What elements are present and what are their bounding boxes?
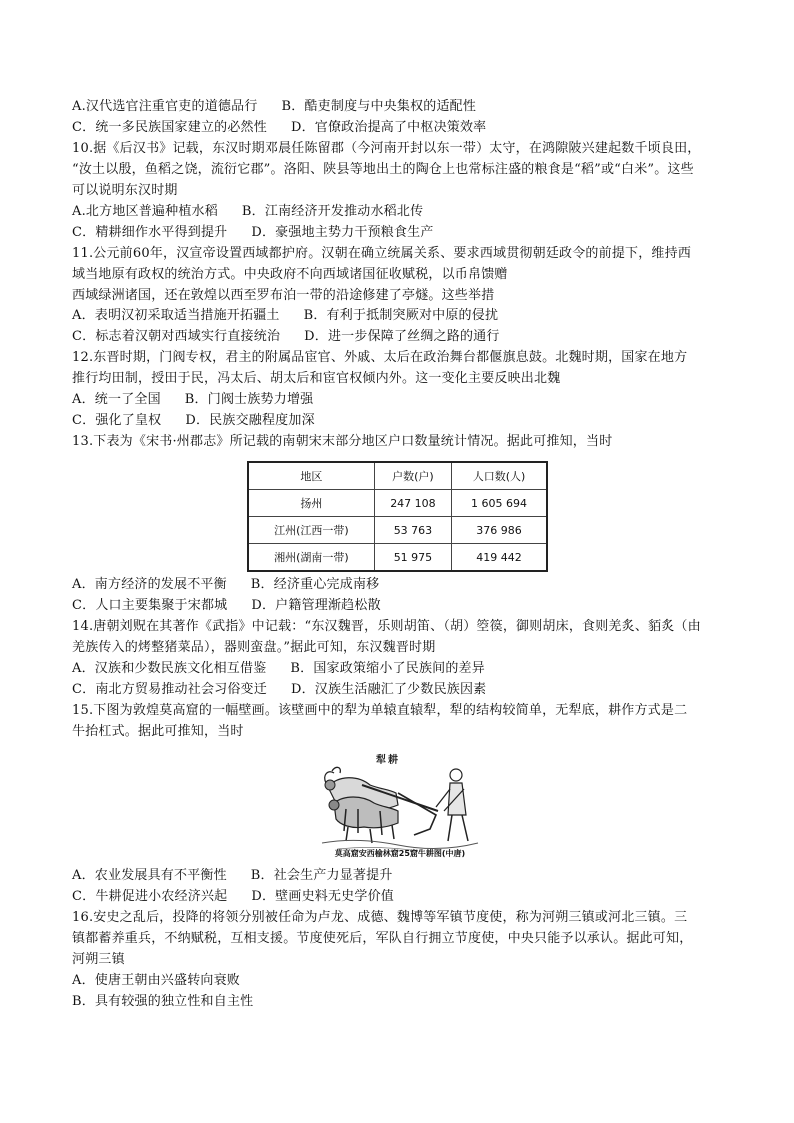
q16-stem-line3: 河朔三镇 (72, 952, 125, 967)
q13-options-row1 (72, 575, 379, 595)
figure-caption: 莫高窟安西榆林窟25窟牛耕图(中唐) (334, 849, 466, 858)
q11-stem-line3: 西域绿洲诸国，还在敦煌以西至罗布泊一带的沿途修建了亭燧。这些举措 (72, 288, 495, 303)
q14-options-row1 (72, 659, 485, 679)
q14-option-a[interactable]: A．汉族和少数民族文化相互借鉴 (72, 661, 267, 676)
table-cell: 247 108 (374, 490, 451, 517)
table-cell: 51 975 (374, 544, 451, 572)
q9-option-c[interactable]: C．统一多民族国家建立的必然性 (72, 120, 267, 135)
q16-stem-line2: 镇都蓄养重兵，不纳赋税，互相支援。节度使死后，军队自行拥立节度使，中央只能予以承认。据此可知， (72, 931, 693, 946)
q13-option-a[interactable]: A．南方经济的发展不平衡 (72, 577, 227, 592)
q16-option-b[interactable]: B．具有较强的独立性和自主性 (72, 994, 254, 1009)
svg-text:耕: 耕 (388, 755, 398, 766)
table-cell: 1 605 694 (452, 490, 547, 517)
table-row (248, 490, 547, 517)
q15-option-b[interactable]: B．社会生产力显著提升 (250, 868, 393, 883)
q11-option-a[interactable]: A．表明汉初采取适当措施开拓疆土 (72, 308, 280, 323)
q16-option-a[interactable]: A．使唐王朝由兴盛转向衰败 (72, 973, 240, 988)
table-cell: 376 986 (452, 517, 547, 544)
q10-option-c[interactable]: C．精耕细作水平得到提升 (72, 225, 228, 240)
q12-option-c[interactable]: C．强化了皇权 (72, 413, 162, 428)
q11-stem-line1: 11.公元前60年，汉宣帝设置西域都护府。汉朝在确立统属关系、要求西域贯彻朝廷政令的前提下，维持西 (72, 246, 692, 261)
q12-stem-line2: 推行均田制，授田于民，冯太后、胡太后和宦官权倾内外。这一变化主要反映出北魏 (72, 371, 561, 386)
q10-option-a[interactable]: A.北方地区普遍种植水稻 (72, 204, 218, 219)
table-cell: 江州(江西一带) (248, 517, 374, 544)
q14-option-b[interactable]: B．国家政策缩小了民族间的差异 (290, 661, 485, 676)
q15-options-row2 (72, 887, 394, 907)
q15-options-row1 (72, 866, 393, 886)
q13-option-b[interactable]: B．经济重心完成南移 (250, 577, 380, 592)
q11-option-d[interactable]: D．进一步保障了丝绸之路的通行 (304, 329, 500, 344)
q9-option-b[interactable]: B．酷吏制度与中央集权的适配性 (281, 99, 477, 114)
table-header-row (248, 462, 547, 490)
q15-stem-line2: 牛抬杠式。据此可推知，当时 (72, 724, 244, 739)
q12-options-row1 (72, 390, 313, 410)
q13-option-d[interactable]: D．户籍管理渐趋松散 (251, 598, 381, 613)
table-cell: 419 442 (452, 544, 547, 572)
q16-stem-line1: 16.安史之乱后，投降的将领分别被任命为卢龙、成德、魏博等军镇节度使，称为河朔三镇或河北三镇。三 (72, 910, 688, 925)
q9-option-d[interactable]: D．官僚政治提高了中枢决策效率 (290, 120, 487, 135)
q10-stem-line1: 10.据《后汉书》记载，东汉时期邓晨任陈留郡（今河南开封以东一带）太守，在鸿隙陂兴建起数千顷良田， (72, 141, 701, 156)
q9-options-row1 (72, 97, 476, 117)
q14-stem-line2: 羌族传入的烤整猪菜品），器则蛮盘。”据此可知，东汉魏晋时期 (72, 640, 436, 655)
q12-stem-line1: 12.东晋时期，门阀专权，君主的附属品宦官、外戚、太后在政治舞台都偃旗息鼓。北魏时期，国家在地方 (72, 350, 688, 365)
q12-option-d[interactable]: D．民族交融程度加深 (185, 413, 315, 428)
population-table (247, 461, 548, 572)
q9-option-a[interactable]: A.汉代选官注重官吏的道德品行 (72, 99, 258, 114)
table-header-cell: 户数(户) (374, 462, 451, 490)
q9-options-row2 (72, 118, 486, 138)
table-row (248, 544, 547, 572)
svg-text:犁: 犁 (376, 755, 386, 766)
table-row (248, 517, 547, 544)
q15-option-a[interactable]: A．农业发展具有不平衡性 (72, 868, 227, 883)
q11-option-b[interactable]: B．有利于抵制突厥对中原的侵扰 (303, 308, 499, 323)
q13-option-c[interactable]: C．人口主要集聚于宋都城 (72, 598, 228, 613)
q11-option-c[interactable]: C．标志着汉朝对西域实行直接统治 (72, 329, 281, 344)
q14-stem-line1: 14.唐朝刘贶在其著作《武指》中记载：“东汉魏晋，乐则胡笛、（胡）箜篌，御则胡床，食则羌炙、貊炙（由 (72, 619, 701, 634)
q14-option-d[interactable]: D．汉族生活融汇了少数民族因素 (290, 682, 487, 697)
table-header-cell: 人口数(人) (452, 462, 547, 490)
q15-option-d[interactable]: D．壁画史料无史学价值 (251, 889, 394, 904)
q12-option-b[interactable]: B．门阀士族势力增强 (184, 392, 314, 407)
q11-options-row2 (72, 327, 500, 347)
q14-options-row2 (72, 680, 486, 700)
q10-stem-line2: “汝土以殷，鱼稻之饶，流衍它郡”。洛阳、陕县等地出土的陶仓上也常标注盛的粮食是“稻”或“白米”。这些 (72, 162, 694, 177)
q13-stem-line1: 13.下表为《宋书·州郡志》所记载的南朝宋末部分地区户口数量统计情况。据此可推知，当时 (72, 434, 613, 449)
q15-option-c[interactable]: C．牛耕促进小农经济兴起 (72, 889, 228, 904)
table-cell: 扬州 (248, 490, 374, 517)
ox-plowing-mural-image (318, 745, 482, 853)
table-cell: 湘州(湖南一带) (248, 544, 374, 572)
q10-stem-line3: 可以说明东汉时期 (72, 183, 178, 198)
q15-stem-line1: 15.下图为敦煌莫高窟的一幅壁画。该壁画中的犁为单辕直辕犁，犁的结构较简单，无犁底，耕作方式是二 (72, 703, 688, 718)
q10-options-row2 (72, 223, 434, 243)
q11-options-row1 (72, 306, 498, 326)
table-cell: 53 763 (374, 517, 451, 544)
q11-stem-line2: 域当地原有政权的统治方式。中央政府不向西域诸国征收赋税，以币帛馈赠 (72, 267, 508, 282)
q12-option-a[interactable]: A．统一了全国 (72, 392, 161, 407)
q12-options-row2 (72, 411, 315, 431)
q10-options-row1 (72, 202, 423, 222)
q10-option-d[interactable]: D．豪强地主势力干预粮食生产 (251, 225, 434, 240)
q13-options-row2 (72, 596, 381, 616)
table-header-cell: 地区 (248, 462, 374, 490)
q14-option-c[interactable]: C．南北方贸易推动社会习俗变迁 (72, 682, 267, 697)
q10-option-b[interactable]: B．江南经济开发推动水稻北传 (241, 204, 424, 219)
